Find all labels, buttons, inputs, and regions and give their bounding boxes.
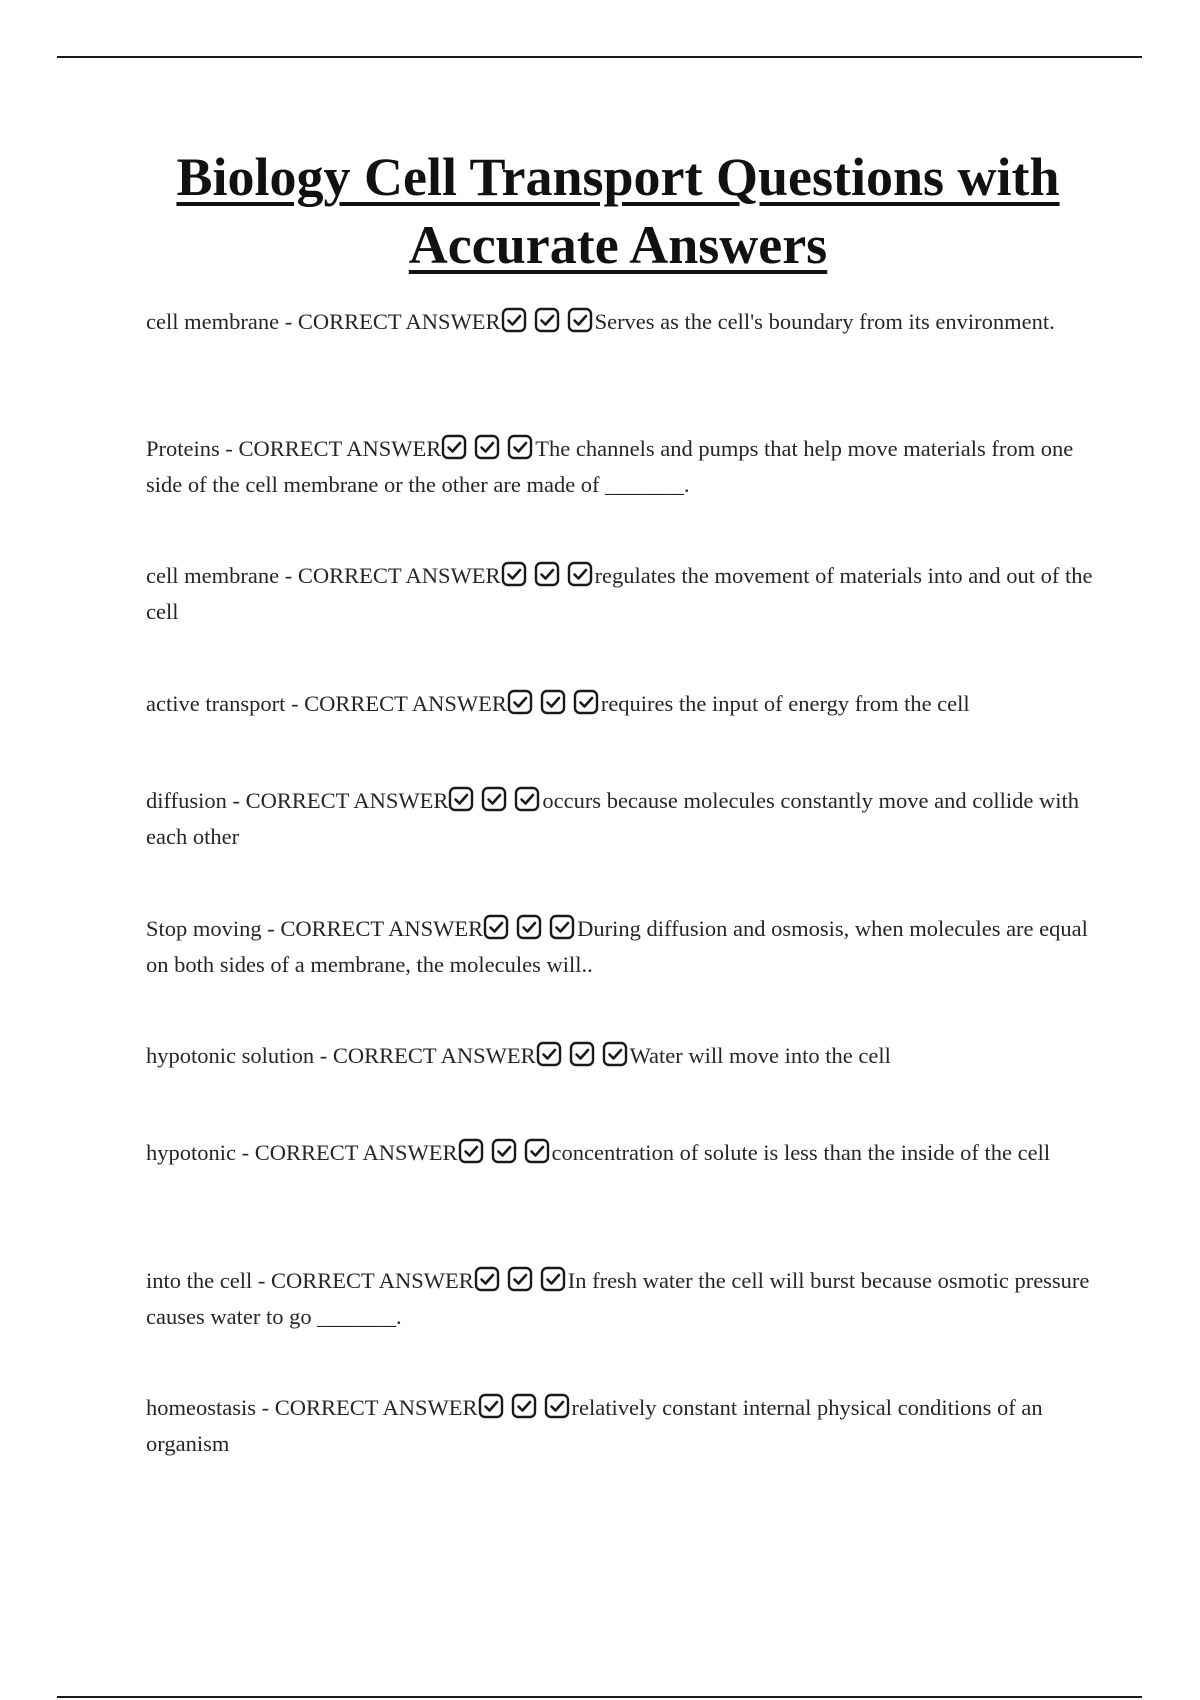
checked-box-icon: [516, 914, 542, 940]
document-title: Biology Cell Transport Questions with Accurate Answers: [176, 147, 1060, 275]
qa-separator: -: [226, 788, 246, 813]
checked-box-icon: [514, 786, 540, 812]
checked-box-icon: [501, 561, 527, 587]
checkmarks-group: [483, 914, 577, 949]
qa-separator: -: [261, 916, 281, 941]
qa-definition: Serves as the cell's boundary from its environment.: [594, 309, 1055, 334]
checked-box-icon: [602, 1041, 628, 1067]
checkmarks-group: [501, 307, 595, 342]
checked-box-icon: [569, 1041, 595, 1067]
qa-separator: -: [279, 563, 298, 588]
checked-box-icon: [540, 1266, 566, 1292]
qa-item: [146, 913, 1096, 981]
qa-separator: -: [252, 1268, 271, 1293]
checked-box-icon: [511, 1393, 537, 1419]
checkmarks-group: [536, 1041, 630, 1076]
checked-box-icon: [567, 561, 593, 587]
checked-box-icon: [544, 1393, 570, 1419]
checkmarks-group: [448, 786, 542, 821]
checked-box-icon: [458, 1138, 484, 1164]
qa-term: diffusion: [146, 788, 227, 813]
checked-box-icon: [534, 561, 560, 587]
qa-separator: -: [256, 1395, 275, 1420]
bottom-rule: [57, 1696, 1142, 1698]
qa-separator: -: [285, 691, 305, 716]
checked-box-icon: [507, 689, 533, 715]
checked-box-icon: [481, 786, 507, 812]
checkmarks-group: [441, 434, 535, 469]
qa-term: cell membrane: [146, 563, 280, 588]
checked-box-icon: [524, 1138, 550, 1164]
correct-answer-label: CORRECT ANSWER: [297, 309, 501, 334]
checkmarks-group: [501, 561, 595, 596]
correct-answer-label: CORRECT ANSWER: [297, 563, 501, 588]
qa-term: Proteins: [146, 436, 220, 461]
qa-definition: The channels and pumps that help move materials from one side of the cell membrane or the other are made of _______.: [146, 436, 1074, 497]
checked-box-icon: [491, 1138, 517, 1164]
qa-definition: In fresh water the cell will burst because osmotic pressure causes water to go _______.: [146, 1268, 1090, 1329]
checked-box-icon: [448, 786, 474, 812]
correct-answer-label: CORRECT ANSWER: [270, 1268, 474, 1293]
correct-answer-label: CORRECT ANSWER: [245, 788, 449, 813]
qa-separator: -: [314, 1043, 333, 1068]
qa-item: [146, 785, 1096, 853]
checked-box-icon: [483, 914, 509, 940]
top-rule: [57, 56, 1142, 58]
qa-term: into the cell: [146, 1268, 253, 1293]
qa-separator: -: [219, 436, 239, 461]
checkmarks-group: [507, 689, 601, 724]
correct-answer-label: CORRECT ANSWER: [254, 1140, 458, 1165]
qa-term: hypotonic: [146, 1140, 236, 1165]
checked-box-icon: [474, 434, 500, 460]
correct-answer-label: CORRECT ANSWER: [304, 691, 507, 716]
qa-term: homeostasis: [146, 1395, 256, 1420]
qa-definition: occurs because molecules constantly move and collide with each other: [146, 788, 1080, 849]
checked-box-icon: [549, 914, 575, 940]
qa-definition: concentration of solute is less than the inside of the cell: [551, 1140, 1051, 1165]
qa-separator: -: [279, 309, 298, 334]
qa-term: cell membrane: [146, 309, 280, 334]
checked-box-icon: [441, 434, 467, 460]
correct-answer-label: CORRECT ANSWER: [332, 1043, 536, 1068]
checked-box-icon: [507, 434, 533, 460]
qa-definition: regulates the movement of materials into and out of the cell: [146, 563, 1093, 624]
qa-item: [146, 433, 1096, 501]
checked-box-icon: [567, 307, 593, 333]
checked-box-icon: [540, 689, 566, 715]
qa-separator: -: [236, 1140, 255, 1165]
qa-item: [146, 1040, 1096, 1076]
qa-definition: During diffusion and osmosis, when molecules are equal on both sides of a membrane, the molecules will..: [146, 916, 1088, 977]
checkmarks-group: [474, 1266, 568, 1301]
qa-definition: relatively constant internal physical conditions of an organism: [146, 1395, 1043, 1456]
checkmarks-group: [478, 1393, 572, 1428]
checked-box-icon: [478, 1393, 504, 1419]
checked-box-icon: [573, 689, 599, 715]
qa-term: hypotonic solution: [146, 1043, 315, 1068]
checked-box-icon: [536, 1041, 562, 1067]
checked-box-icon: [474, 1266, 500, 1292]
checked-box-icon: [501, 307, 527, 333]
qa-item: [146, 560, 1096, 628]
qa-term: active transport: [146, 691, 286, 716]
correct-answer-label: CORRECT ANSWER: [280, 916, 484, 941]
checked-box-icon: [534, 307, 560, 333]
qa-item: [146, 1392, 1096, 1460]
qa-item: [146, 306, 1096, 342]
qa-item: [146, 688, 1096, 724]
qa-definition: Water will move into the cell: [629, 1043, 891, 1068]
qa-term: Stop moving: [146, 916, 262, 941]
checkmarks-group: [458, 1138, 552, 1173]
qa-definition: requires the input of energy from the cell: [600, 691, 970, 716]
correct-answer-label: CORRECT ANSWER: [274, 1395, 478, 1420]
qa-item: [146, 1137, 1096, 1173]
qa-item: [146, 1265, 1096, 1333]
correct-answer-label: CORRECT ANSWER: [238, 436, 442, 461]
checked-box-icon: [507, 1266, 533, 1292]
